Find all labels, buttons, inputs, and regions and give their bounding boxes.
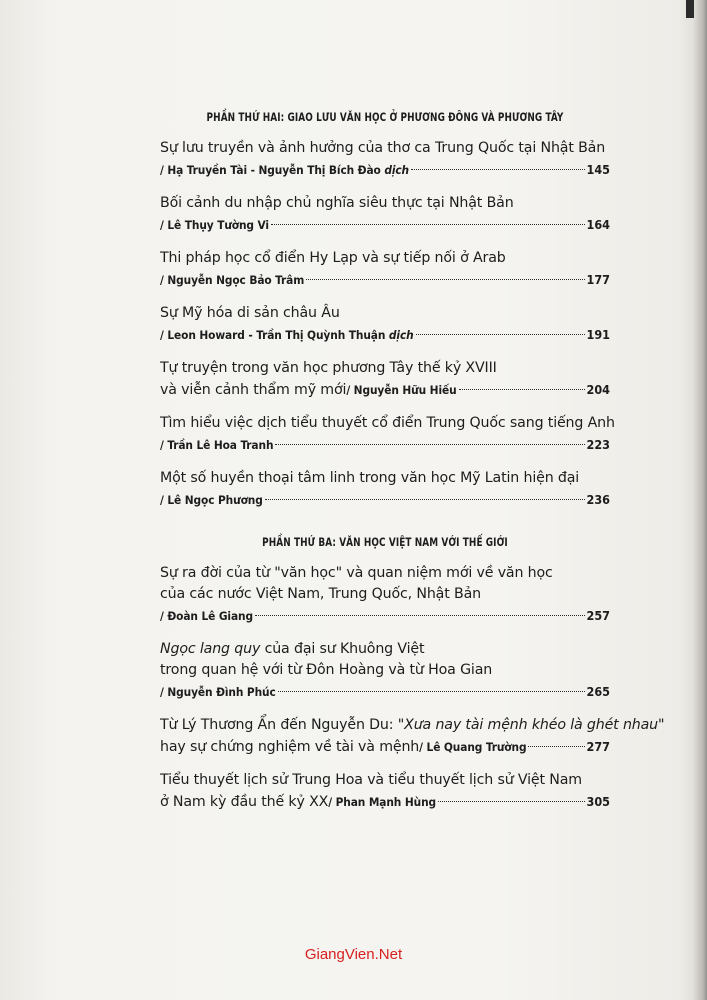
toc-entry <box>160 358 610 401</box>
leader-dots <box>438 801 584 802</box>
entry-title: Tiểu thuyết lịch sử Trung Hoa và tiểu thuyết lịch sử Việt Nam <box>160 772 582 788</box>
entry-title: Một số huyền thoại tâm linh trong văn học Mỹ Latin hiện đại <box>160 470 580 486</box>
page-number: 265 <box>586 684 610 699</box>
entry-author <box>160 160 409 181</box>
page-number: 223 <box>586 437 610 452</box>
entry-author-line <box>160 681 610 703</box>
entry-author-line <box>160 214 610 236</box>
toc-entry <box>160 715 665 758</box>
entry-title-rest: của đại sư Khuông Việt <box>260 641 425 657</box>
leader-dots <box>255 615 585 616</box>
entry-title: Thi pháp học cổ điển Hy Lạp và sự tiếp nối ở Arab <box>160 250 506 266</box>
entry-title <box>160 715 665 736</box>
entry-author: / Lê Thụy Tường Vi <box>160 218 269 232</box>
page-edge-shadow <box>693 0 707 1000</box>
entry-title: Tìm hiểu việc dịch tiểu thuyết cổ điển Trung Quốc sang tiếng Anh <box>160 415 615 431</box>
entry-title: Bối cảnh du nhập chủ nghĩa siêu thực tại Nhật Bản <box>160 195 514 211</box>
entry-title: Sự lưu truyền và ảnh hưởng của thơ ca Trung Quốc tại Nhật Bản <box>160 140 606 156</box>
leader-dots <box>459 389 585 390</box>
toc-entry <box>160 468 610 511</box>
entry-author-line <box>160 791 610 813</box>
entry-author-line <box>160 434 610 456</box>
entry-title-quote: Xưa nay tài mệnh khéo là ghét nhau <box>404 717 659 733</box>
leader-dots <box>416 334 585 335</box>
entry-author: / Nguyễn Đình Phúc <box>160 685 276 699</box>
entry-author: / Phan Mạnh Hùng <box>328 795 437 809</box>
section-title-part-two: PHẦN THỨ HAI: GIAO LƯU VĂN HỌC Ở PHƯƠNG ĐÔNG VÀ PHƯƠNG TÂY <box>206 110 564 124</box>
entry-author-line <box>160 324 610 346</box>
entry-title-continued: hay sự chứng nghiệm về tài và mệnh <box>160 739 420 755</box>
leader-dots <box>411 169 585 170</box>
leader-dots <box>265 499 585 500</box>
entry-title-continued: ở Nam kỳ đầu thế kỷ XX <box>160 794 329 810</box>
entry-author: / Nguyễn Ngọc Bảo Trâm <box>160 273 305 287</box>
page-number: 236 <box>586 492 610 507</box>
author-role: dịch <box>388 328 414 342</box>
entry-author: / Nguyễn Hữu Hiếu <box>346 383 457 397</box>
page-number: 177 <box>586 272 610 287</box>
leader-dots <box>528 746 584 747</box>
entry-author: / Đoàn Lê Giang <box>160 609 253 623</box>
entry-author-line <box>160 159 610 181</box>
entry-author: / Lê Ngọc Phương <box>160 493 263 507</box>
entry-title <box>160 639 610 660</box>
page-number: 164 <box>586 217 610 232</box>
leader-dots <box>306 279 584 280</box>
page-corner-mark <box>686 0 694 18</box>
toc-entry <box>160 248 610 291</box>
toc-entry <box>160 193 610 236</box>
author-name: / Leon Howard - Trần Thị Quỳnh Thuận <box>160 328 389 342</box>
entry-author-line <box>160 489 610 511</box>
page-number: 204 <box>586 382 610 397</box>
toc-entry <box>160 413 615 456</box>
page-number: 257 <box>586 608 610 623</box>
entry-title-continued: và viễn cảnh thẩm mỹ mới <box>160 382 347 398</box>
entry-title-lead: Từ Lý Thương Ẩn đến Nguyễn Du: " <box>160 717 405 733</box>
entry-title: Sự Mỹ hóa di sản châu Âu <box>160 305 340 321</box>
entry-title: Tự truyện trong văn học phương Tây thế kỷ XVIII <box>160 360 497 376</box>
entry-author-line <box>160 605 610 627</box>
entry-author-line <box>160 736 610 758</box>
entry-title: trong quan hệ với từ Đôn Hoàng và từ Hoa Gian <box>160 662 493 678</box>
author-name: / Hạ Truyền Tài - Nguyễn Thị Bích Đào <box>160 163 385 177</box>
toc-entry <box>160 770 610 813</box>
entry-author <box>160 325 414 346</box>
entry-author-line <box>160 379 610 401</box>
section-title-part-three: PHẦN THỨ BA: VĂN HỌC VIỆT NAM VỚI THẾ GIỚI <box>262 535 508 549</box>
entry-author: / Lê Quang Trường <box>419 740 527 754</box>
toc-entry <box>160 138 610 181</box>
table-of-contents <box>160 110 665 825</box>
toc-entry <box>160 563 610 627</box>
page-number: 277 <box>586 739 610 754</box>
page-number: 305 <box>586 794 610 809</box>
entry-title-trail: " <box>658 717 665 733</box>
toc-entry <box>160 639 610 703</box>
toc-entry <box>160 303 610 346</box>
page-number: 191 <box>586 327 610 342</box>
leader-dots <box>271 224 585 225</box>
page-number: 145 <box>586 162 610 177</box>
site-watermark: GiangVien.Net <box>304 946 403 963</box>
entry-title: Sự ra đời của từ "văn học" và quan niệm mới về văn học <box>160 565 553 581</box>
entry-author-line <box>160 269 610 291</box>
entry-title-italic: Ngọc lang quy <box>160 641 261 657</box>
entry-title: của các nước Việt Nam, Trung Quốc, Nhật Bản <box>160 586 481 602</box>
leader-dots <box>278 691 585 692</box>
entry-author: / Trần Lê Hoa Tranh <box>160 438 274 452</box>
author-role: dịch <box>384 163 410 177</box>
leader-dots <box>275 444 584 445</box>
